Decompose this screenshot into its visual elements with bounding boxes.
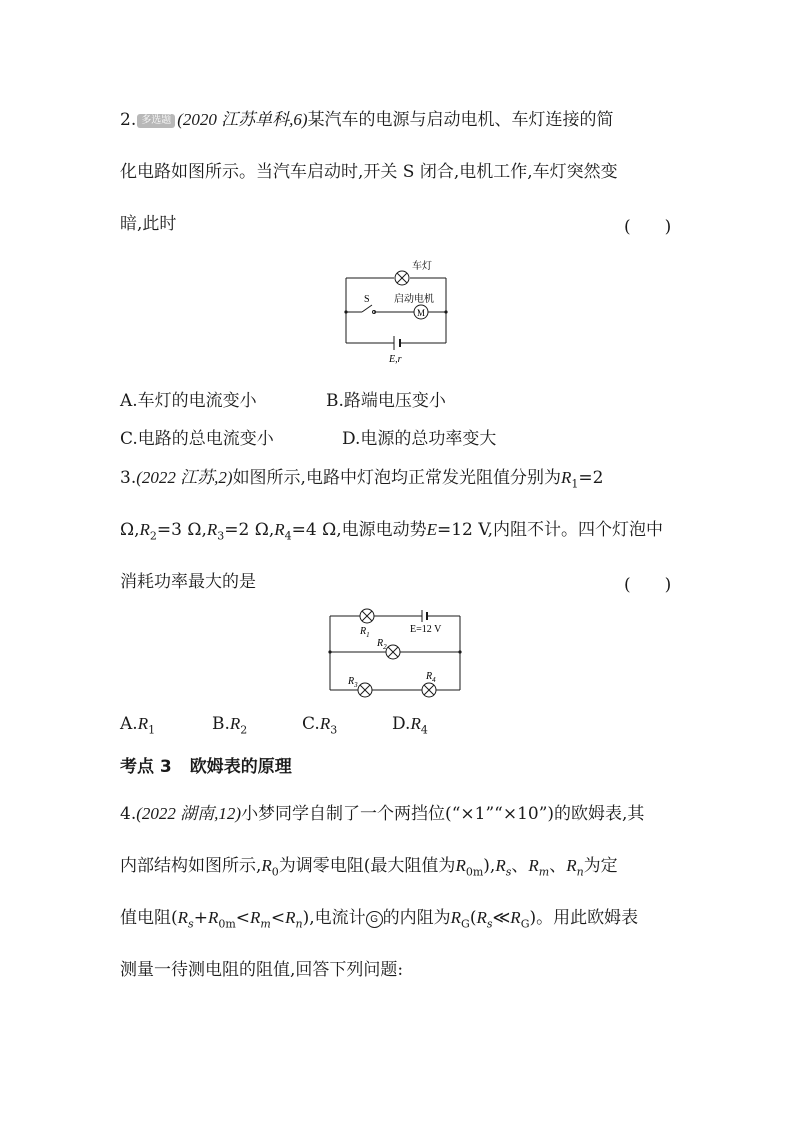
q3-line-1 <box>120 466 603 496</box>
section-heading <box>120 752 292 777</box>
q2-line-2: 化电路如图所示。当汽车启动时,开关 S 闭合,电机工作,车灯突然变 <box>120 162 618 182</box>
q3-option-a[interactable]: $A.R_1$ <box>120 714 156 737</box>
q3-r1-value: =2 <box>578 468 604 488</box>
q3-source: (2022 江苏,2) <box>136 468 233 487</box>
q3-emf-value: =12 V <box>436 520 488 540</box>
q3-text-1: 如图所示,电路中灯泡均正常发光阻值分别为 <box>232 468 561 488</box>
q2-option-c[interactable]: C.电路的总电流变小 <box>120 429 274 449</box>
galvanometer-icon: G <box>366 911 383 928</box>
q3-r2-symbol: R <box>139 520 150 539</box>
q2-motor-symbol: M <box>417 308 426 318</box>
q3-r4-symbol: R <box>274 520 285 539</box>
q3-text-2b: ,内阻不计。四个灯泡中 <box>487 520 663 540</box>
q3-r3-value: =2 Ω <box>224 520 269 540</box>
q3-line-2: $\Omega,R_2=3$ $\Omega,R_3=2$ $\Omega,R_4=4$ Ω,电源电动势E=12 V,内阻不计。四个灯泡中 <box>120 520 663 543</box>
section-number: 考点 3 <box>120 757 172 777</box>
q3-r2-sub: 2 <box>149 529 157 543</box>
q2-circuit-diagram <box>334 258 474 368</box>
q4-line-1 <box>120 802 644 826</box>
q4-number: 4. <box>120 804 137 824</box>
q3-r3-symbol: R <box>206 520 218 539</box>
q3-number: 3. <box>120 468 137 488</box>
q3-r1-sub: 1 <box>571 477 579 491</box>
q3-r3-sub: 3 <box>217 529 225 543</box>
q4-source: (2022 湖南,12) <box>136 804 242 823</box>
q3-r1-unit: Ω <box>120 520 135 540</box>
q3-fig-r4: $R_4$ <box>426 671 436 684</box>
q3-answer-paren: ( ) <box>624 575 672 595</box>
q3-option-d[interactable]: $D.R_4$ <box>392 714 428 737</box>
q2-source-label: E,r <box>389 354 402 365</box>
q3-r4-sub: 4 <box>284 529 292 543</box>
q2-source: (2020 江苏单科,6) <box>177 110 308 129</box>
q2-option-b[interactable]: B.路端电压变小 <box>326 391 446 411</box>
section-title: 欧姆表的原理 <box>189 757 292 777</box>
q2-number: 2. <box>120 110 137 130</box>
q4-line-3: 值电阻$(R_s+R_{0m}<R_m<R_n)$,电流计 G 的内阻为$R_G(R_s≪R_G)$。用此欧姆表 <box>120 908 639 931</box>
q3-option-c[interactable]: $C.R_3$ <box>302 714 338 737</box>
q3-fig-r3: $R_3$ <box>348 676 358 689</box>
q3-fig-r1: $R_1$ <box>360 626 370 639</box>
q3-fig-r2: $R_2$ <box>377 638 387 651</box>
q3-r4-value: =4 Ω <box>291 520 337 540</box>
q4-text-1: 小梦同学自制了一个两挡位(“×1”“×10”)的欧姆表,其 <box>241 804 645 824</box>
q2-motor-label: 启动电机 <box>394 294 434 305</box>
q3-r1-symbol: R <box>560 468 572 487</box>
q2-text-1: 某汽车的电源与启动电机、车灯连接的简 <box>307 110 614 130</box>
q4-line-2: 内部结构如图所示$,R_0$为调零电阻(最大阻值为$R_{0m}),R_s$、$R_m$、$R_n$为定 <box>120 856 618 879</box>
q2-answer-paren: ( ) <box>624 217 672 237</box>
q2-option-d[interactable]: D.电源的总功率变大 <box>342 429 497 449</box>
q3-circuit-diagram <box>322 604 472 704</box>
q3-fig-emf: E=12 V <box>410 624 442 635</box>
q2-lamp-label: 车灯 <box>412 261 432 272</box>
q2-line-1 <box>120 108 614 132</box>
q2-option-a[interactable]: A.车灯的电流变小 <box>120 391 257 411</box>
q3-line-3: 消耗功率最大的是 <box>120 572 256 592</box>
q3-text-2a: ,电源电动势 <box>336 520 427 540</box>
q2-switch-label: S <box>364 294 370 305</box>
q2-tag-badge: 多选题 <box>137 114 175 128</box>
q4-line-4: 测量一待测电阻的阻值,回答下列问题: <box>120 960 404 980</box>
q2-line-3: 暗,此时 <box>120 214 177 234</box>
q3-r2-value: =3 Ω <box>156 520 202 540</box>
q3-option-b[interactable]: $B.R_2$ <box>212 714 248 737</box>
q3-emf-symbol: E <box>426 520 437 539</box>
